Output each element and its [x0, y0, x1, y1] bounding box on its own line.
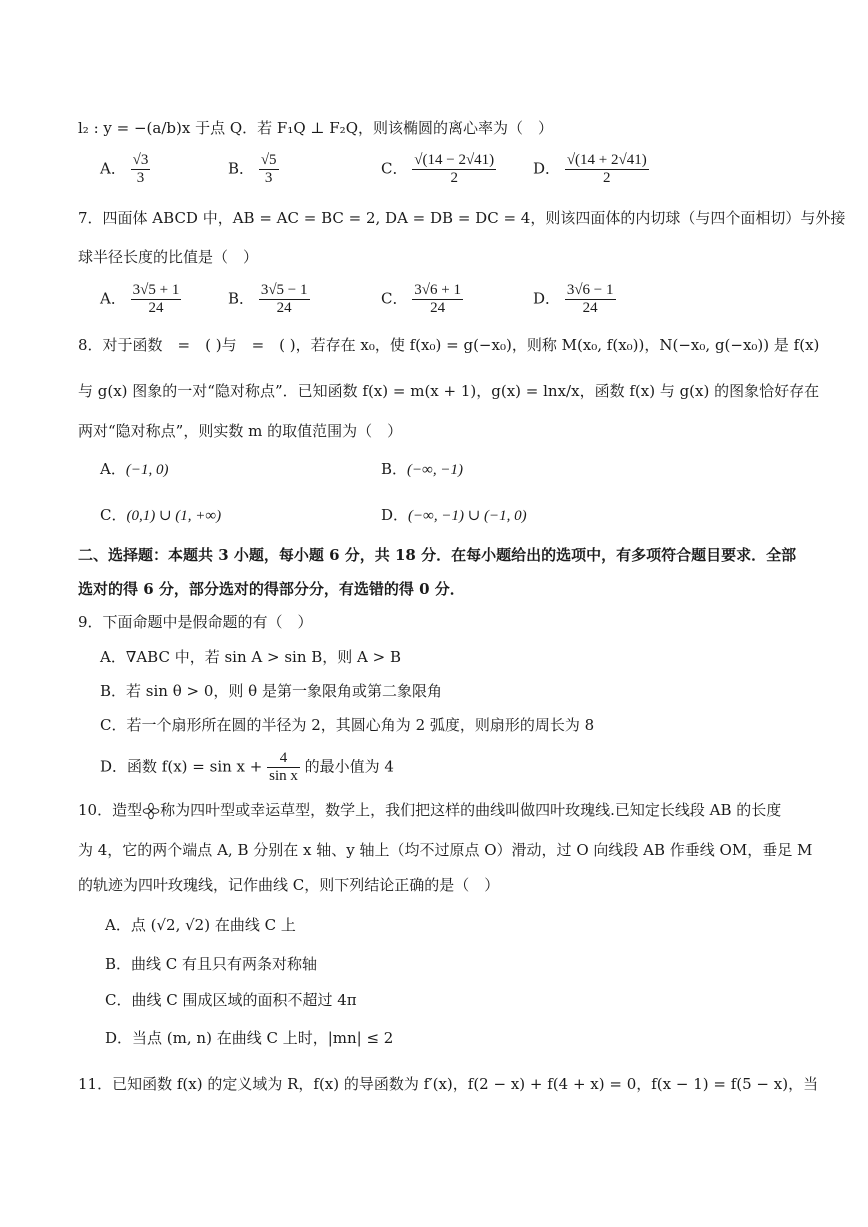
- q8-option-d[interactable]: D．(−∞, −1) ∪ (−1, 0): [381, 506, 527, 524]
- q8-stem-line2: 与 g(x) 图象的一对“隐对称点”．已知函数 f(x) = m(x + 1)，g(x) = lnx/x，函数 f(x) 与 g(x) 的图象恰好存在: [78, 382, 820, 400]
- q10-stem-line2: 为 4，它的两个端点 A, B 分别在 x 轴、y 轴上（均不过原点 O）滑动，过 O 向线段 AB 作垂线 OM，垂足 M: [78, 841, 813, 859]
- q9-option-d[interactable]: D．函数 f(x) = sin x + $\frac{4}{\text{sin x}}$ 的最小值为 4: [100, 750, 394, 784]
- four-leaf-clover-icon: [142, 802, 160, 820]
- q8-stem-line3: 两对“隐对称点”，则实数 m 的取值范围为（ ）: [78, 422, 403, 440]
- q10-option-a[interactable]: A．点 (√2, √2) 在曲线 C 上: [105, 916, 296, 934]
- q6-option-c[interactable]: C． $\frac{√(14 - 2√41)}{2}$: [381, 152, 495, 186]
- q9-stem: 9．下面命题中是假命题的有（ ）: [78, 613, 313, 631]
- q6-option-d[interactable]: D． $\frac{√(14 + 2√41)}{2}$: [533, 152, 647, 186]
- q6-option-d-fraction: $\frac{√(14 + 2√41)}{2}$: [566, 152, 647, 186]
- q9-option-b[interactable]: B．若 sin θ > 0，则 θ 是第一象限角或第二象限角: [100, 682, 442, 700]
- q10-stem-line3: 的轨迹为四叶玫瑰线，记作曲线 C，则下列结论正确的是（ ）: [78, 876, 500, 894]
- section2-heading-line1: 二、选择题：本题共 3 小题，每小题 6 分，共 18 分．在每小题给出的选项中，有多项符合题目要求．全部: [78, 546, 797, 564]
- q7-option-a-fraction: $\frac{3√5 + 1}{24}$: [132, 282, 180, 316]
- q7-option-b-fraction: $\frac{3√5 - 1}{24}$: [260, 282, 308, 316]
- q11-stem-line1: 11．已知函数 f(x) 的定义域为 R，f(x) 的导函数为 f′(x)，f(2 − x) + f(4 + x) = 0，f(x − 1) = f(5 − x)，当: [78, 1075, 819, 1093]
- q10-stem-line1: 10．造型 称为四叶型或幸运草型，数学上，我们把这样的曲线叫做四叶玫瑰线.已知定长线段 AB 的长度: [78, 801, 782, 819]
- q10-option-b[interactable]: B．曲线 C 有且只有两条对称轴: [105, 955, 318, 973]
- q6-option-c-fraction: $\frac{√(14 - 2√41)}{2}$: [414, 152, 495, 186]
- q7-option-b[interactable]: B． $\frac{3√5 - 1}{24}$: [228, 282, 308, 316]
- q6-option-b[interactable]: B． $\frac{√5}{3}$: [228, 152, 277, 186]
- q7-option-d-fraction: $\frac{3√6 - 1}{24}$: [566, 282, 614, 316]
- q10-option-d[interactable]: D．当点 (m, n) 在曲线 C 上时，|mn| ≤ 2: [105, 1029, 394, 1047]
- q9-option-d-fraction: $\frac{4}{\text{sin x}}$: [269, 750, 298, 784]
- q10-option-c[interactable]: C．曲线 C 围成区域的面积不超过 4π: [105, 991, 357, 1009]
- q7-option-d[interactable]: D． $\frac{3√6 - 1}{24}$: [533, 282, 614, 316]
- q7-stem-line1: 7．四面体 ABCD 中，AB = AC = BC = 2, DA = DB = DC = 4，则该四面体的内切球（与四个面相切）与外接: [78, 209, 846, 227]
- q9-option-a[interactable]: A．∇ABC 中，若 sin A > sin B，则 A > B: [100, 648, 402, 666]
- q7-option-c[interactable]: C． $\frac{3√6 + 1}{24}$: [381, 282, 461, 316]
- q7-option-a[interactable]: A． $\frac{3√5 + 1}{24}$: [100, 282, 180, 316]
- q9-option-c[interactable]: C．若一个扇形所在圆的半径为 2，其圆心角为 2 弧度，则扇形的周长为 8: [100, 716, 595, 734]
- q8-stem-line1: 8．对于函数 = ( )与 = ( )，若存在 x₀，使 f(x₀) = g(−x₀)，则称 M(x₀, f(x₀))，N(−x₀, g(−x₀)) 是 f(x): [78, 336, 820, 354]
- q8-option-b[interactable]: B．(−∞, −1): [381, 460, 463, 478]
- q7-stem-line2: 球半径长度的比值是（ ）: [78, 248, 259, 266]
- q6-option-a[interactable]: A． $\frac{√3}{3}$: [100, 152, 149, 186]
- q6-option-b-fraction: $\frac{√5}{3}$: [260, 152, 277, 186]
- q8-option-a[interactable]: A．(−1, 0): [100, 460, 169, 478]
- q8-option-c[interactable]: C．(0,1) ∪ (1, +∞): [100, 506, 222, 524]
- q6-stem-tail: l₂ : y = −(a/b)x 于点 Q．若 F₁Q ⊥ F₂Q，则该椭圆的离心率为（ ）: [78, 119, 553, 137]
- section2-heading-line2: 选对的得 6 分，部分选对的得部分分，有选错的得 0 分．: [78, 580, 465, 598]
- q6-option-a-fraction: $\frac{√3}{3}$: [132, 152, 149, 186]
- q7-option-c-fraction: $\frac{3√6 + 1}{24}$: [414, 282, 461, 316]
